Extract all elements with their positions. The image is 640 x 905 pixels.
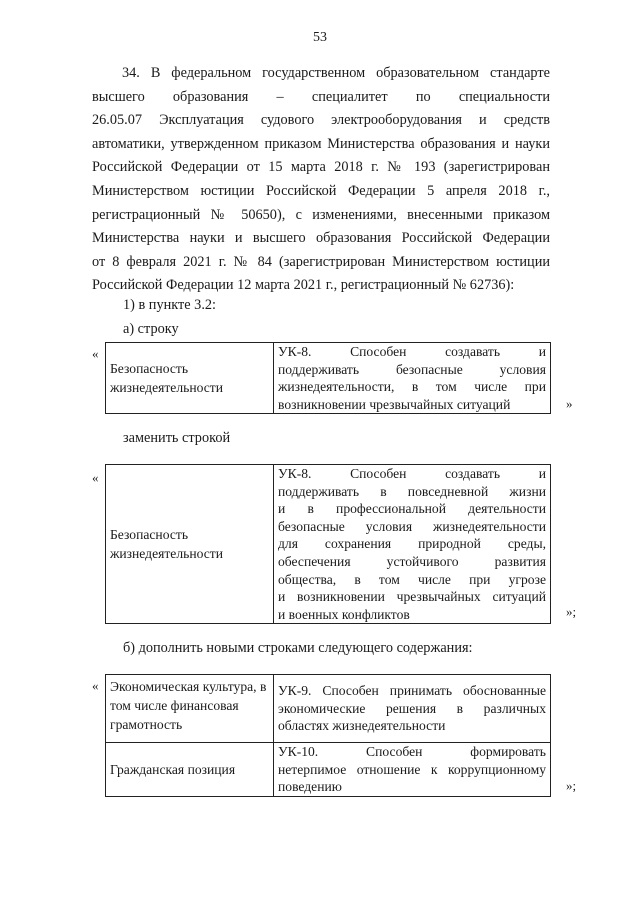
discipline-name-cell: Безопасность жизнедеятельности (106, 343, 274, 414)
quote-close-1: » (566, 396, 573, 411)
quote-open-1: « (92, 346, 99, 361)
item-1-text: 1) в пункте 3.2: (123, 297, 217, 313)
added-rows-table (105, 674, 551, 797)
intro-line: Министерства науки и высшего образования Российской Федерации (92, 230, 550, 247)
competence-line: УК-8. Способен создавать и (278, 344, 546, 359)
competence-line: областях жизнедеятельности (278, 718, 446, 734)
replace-with-text: заменить строкой (123, 430, 231, 446)
item-b-text: б) дополнить новыми строками следующего содержания: (123, 640, 473, 656)
page-number: 53 (313, 30, 327, 45)
competence-line: обеспечения устойчивого развития (278, 553, 546, 569)
competence-line: поддерживать в повседневной жизни (278, 483, 546, 499)
competence-line: возникновении чрезвычайных ситуаций (278, 396, 511, 412)
competence-line: и военных конфликтов (278, 606, 410, 622)
competence-line: и в профессиональной деятельности (278, 501, 546, 517)
intro-line: от 8 февраля 2021 г. № 84 (зарегистрирован Министерством юстиции (92, 253, 550, 270)
competence-line: общества, в том числе при угрозе (278, 571, 546, 587)
discipline-name-cell: Экономическая культура, в том числе финансовая грамотность (106, 675, 274, 743)
intro-line: Министерством юстиции Российской Федерации 5 апреля 2018 г., (92, 182, 550, 199)
old-row-table (105, 342, 551, 414)
new-row-table (105, 464, 551, 624)
competence-line: УК-9. Способен принимать обоснованные (278, 683, 546, 699)
intro-line: высшего образования – специалитет по специальности (92, 88, 550, 105)
intro-paragraph (92, 62, 550, 298)
intro-line: 34. В федеральном государственном образовательном стандарте (122, 65, 550, 81)
table-row (106, 743, 551, 797)
intro-line: Российской Федерации 12 марта 2021 г., регистрационный № 62736): (92, 277, 515, 294)
competence-line: поддерживать безопасные условия (278, 361, 546, 377)
table-row (106, 343, 551, 414)
intro-line: Российской Федерации от 15 марта 2018 г. № 193 (зарегистрирован (92, 159, 550, 176)
competence-line: поведению (278, 779, 342, 795)
competence-line: УК-8. Способен создавать и (278, 466, 546, 481)
competence-line: нетерпимое отношение к коррупционному (278, 761, 546, 777)
discipline-name-cell: Гражданская позиция (106, 743, 274, 797)
quote-open-3: « (92, 678, 99, 693)
competence-line: для сохранения природной среды, (278, 536, 546, 552)
competence-cell (274, 675, 551, 743)
quote-close-3: »; (566, 778, 577, 793)
item-a-text: а) строку (123, 321, 179, 337)
competence-cell (274, 343, 551, 414)
competence-line: и возникновении чрезвычайных ситуаций (278, 589, 546, 605)
competence-cell (274, 743, 551, 797)
intro-line: автоматики, утвержденном приказом Министерства образования и науки (92, 135, 550, 152)
competence-line: жизнедеятельности, в том числе при (278, 379, 546, 395)
competence-line: экономические решения в различных (278, 700, 546, 716)
quote-open-2: « (92, 470, 99, 485)
competence-line: безопасные условия жизнедеятельности (278, 518, 546, 534)
intro-line: 26.05.07 Эксплуатация судового электрооборудования и средств (92, 112, 550, 129)
table-row (106, 465, 551, 624)
competence-line: УК-10. Способен формировать (278, 744, 546, 760)
discipline-name-cell: Безопасность жизнедеятельности (106, 465, 274, 624)
competence-cell (274, 465, 551, 624)
quote-close-2: »; (566, 604, 577, 619)
intro-line: регистрационный № 50650), с изменениями, внесенными приказом (92, 206, 550, 223)
table-row (106, 675, 551, 743)
